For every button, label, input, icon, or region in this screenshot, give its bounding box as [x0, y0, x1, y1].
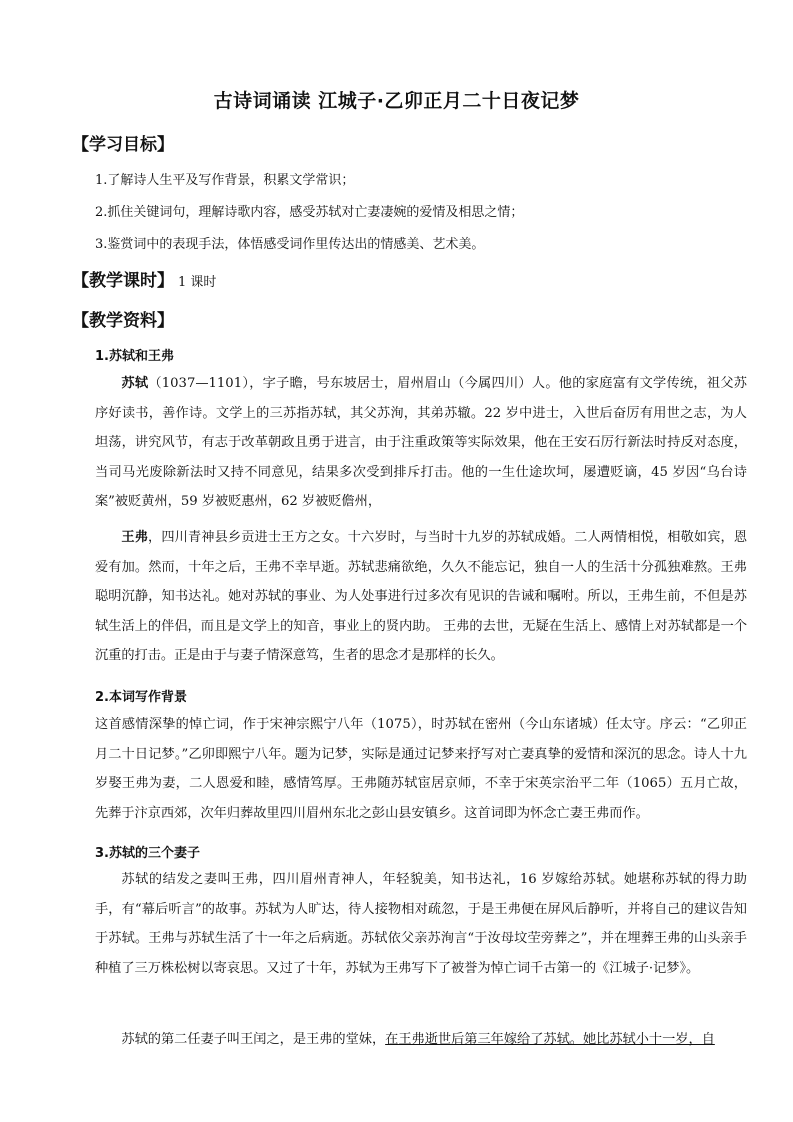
section-heading-materials: 【教学资料】	[72, 311, 174, 331]
subheading-su-shi-wang-fu: 1.苏轼和王弗	[95, 349, 174, 364]
paragraph-first-wife: 苏轼的结发之妻叫王弗，四川眉州青神人，年轻貌美，知书达礼，16 岁嫁给苏轼。她堪称苏轼的得力助手，有“幕后听言”的故事。苏轼为人旷达，待人接物相对疏忽，于是王弗便在屏风后静听，并将自己的建议告知于苏轼。王弗与苏轼生活了十一年之后病逝。苏轼依父亲苏洵言“于汝母坟茔旁葬之”，并在埋葬王弗的山头亲手种植了三万株松树以寄哀思。又过了十年，苏轼为王弗写下了被誉为悼亡词千古第一的《江城子·记梦》。	[95, 872, 747, 976]
page-title: 古诗词诵读 江城子·乙卯正月二十日夜记梦	[213, 90, 580, 112]
section-heading-hours	[72, 266, 216, 291]
goal-item-3: 3.鉴赏词中的表现手法，体悟感受词作里传达出的情感美、艺术美。	[95, 237, 485, 252]
underlined-text: 在王弗逝世后第三年嫁给了苏轼。她比苏轼小十一岁，自	[385, 1032, 715, 1047]
goal-item-1: 1.了解诗人生平及写作背景，积累文学常识；	[95, 173, 355, 188]
goal-item-2: 2.抓住关键词句，理解诗歌内容，感受苏轼对亡妻凄婉的爱情及相思之情；	[95, 205, 524, 220]
section-heading-goals: 【学习目标】	[72, 135, 174, 155]
paragraph-wang-fu: 王弗，四川青神县乡贡进士王方之女。十六岁时，与当时十九岁的苏轼成婚。二人两情相悦，相敬如宾，恩爱有加。然而，十年之后，王弗不幸早逝。苏轼悲痛欲绝，久久不能忘记，独自一人的生活十分孤独难熬。王弗聪明沉静，知书达礼。她对苏轼的事业、为人处事进行过多次有见识的告诫和嘱咐。所以，王弗生前，不但是苏轼生活上的伴侣，而且是文学上的知音，事业上的贤内助。 王弗的去世，无疑在生活上、感情上对苏轼都是一个沉重的打击。正是由于与妻子情深意笃，生者的思念才是那样的长久。	[95, 530, 748, 663]
name-su-shi: 苏轼	[121, 376, 149, 391]
name-wang-fu: 王弗	[121, 530, 149, 545]
paragraph-second-wife: 苏轼的第二任妻子叫王闰之，是王弗的堂妹，在王弗逝世后第三年嫁给了苏轼。她比苏轼小十一岁，自	[121, 1032, 715, 1047]
paragraph-su-shi: 苏轼（1037—1101），字子瞻，号东坡居士，眉州眉山（今属四川）人。他的家庭富有文学传统，祖父苏序好读书，善作诗。文学上的三苏指苏轼，其父苏洵，其弟苏辙。22 岁中进士，入世后奋厉有用世之志，为人坦荡，讲究风节，有志于改革朝政且勇于进言，由于注重政策等实际效果，他在王安石厉行新法时持反对态度，当司马光废除新法时又持不同意见，结果多次受到排斥打击。他的一生仕途坎坷，屡遭贬谪，45 岁因“乌台诗案”被贬黄州，59 岁被贬惠州，62 岁被贬儋州，	[95, 376, 747, 509]
paragraph-background: 这首感情深挚的悼亡词，作于宋神宗熙宁八年（1075），时苏轼在密州（今山东诸城）任太守。序云：“乙卯正月二十日记梦。”乙卯即熙宁八年。题为记梦，实际是通过记梦来抒写对亡妻真挚的爱情和深沉的思念。诗人十九岁娶王弗为妻，二人恩爱和睦，感情笃厚。王弗随苏轼宦居京师，不幸于宋英宗治平二年（1065）五月亡故，先葬于汴京西郊，次年归葬故里四川眉州东北之彭山县安镇乡。这首词即为怀念亡妻王弗而作。	[95, 717, 747, 821]
hours-value: 1 课时	[178, 275, 217, 290]
hours-heading: 【教学课时】	[72, 271, 174, 291]
subheading-three-wives: 3.苏轼的三个妻子	[95, 846, 200, 861]
subheading-background: 2.本词写作背景	[95, 690, 187, 705]
